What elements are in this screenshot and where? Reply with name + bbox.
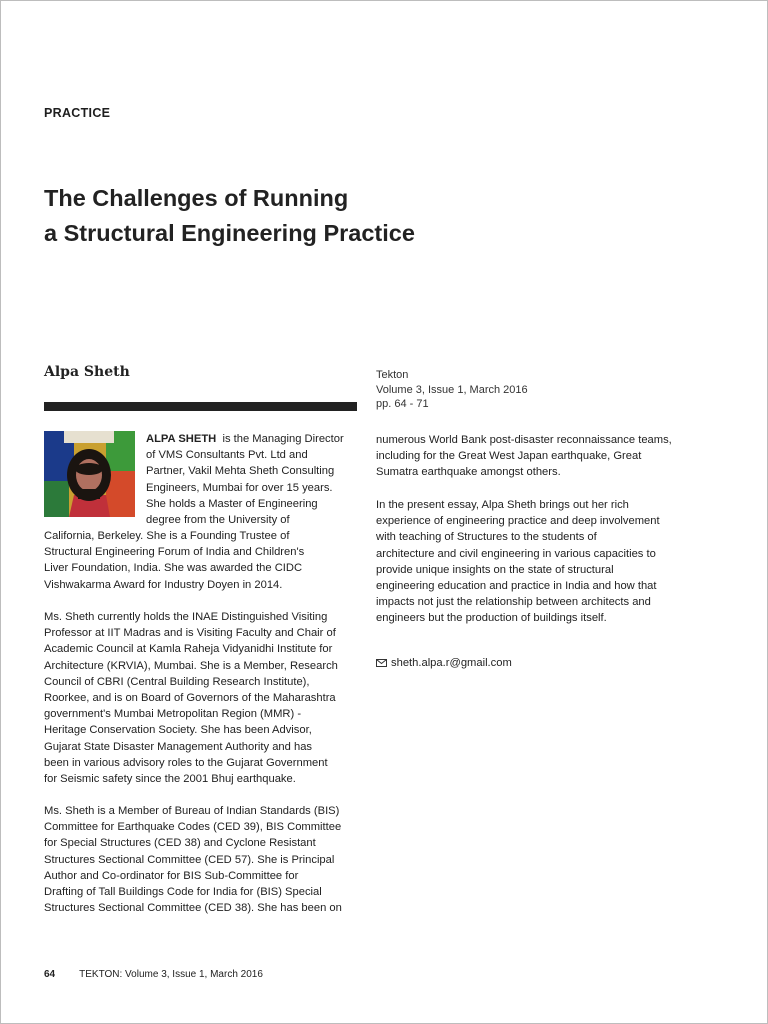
- text-line: Academic Council at Kamla Raheja Vidyanidhi Institute for: [44, 643, 333, 656]
- text-line: Structures Sectional Committee (CED 57). She is Principal: [44, 853, 335, 866]
- citation-block: [376, 368, 528, 412]
- bio-line: of VMS Consultants Pvt. Ltd and: [146, 449, 308, 462]
- text-line: engineers but the production of buildings itself.: [376, 612, 607, 625]
- text-line: Architecture (KRVIA), Mumbai. She is a Member, Research: [44, 659, 338, 672]
- author-rule: [44, 402, 357, 411]
- right-paragraph-1: [376, 432, 696, 481]
- email-address[interactable]: sheth.alpa.r@gmail.com: [391, 657, 512, 669]
- text-line: Liver Foundation, India. She was awarded the CIDC: [44, 562, 303, 575]
- text-line: Heritage Conservation Society. She has been Advisor,: [44, 724, 312, 737]
- section-label: PRACTICE: [44, 106, 111, 120]
- text-line: Structures Sectional Committee (CED 38). She has been on: [44, 902, 342, 915]
- text-line: including for the Great West Japan earthquake, Great: [376, 450, 642, 463]
- text-line: been in various advisory roles to the Gujarat Government: [44, 756, 328, 769]
- text-line: engineering education and practice in India and how that: [376, 580, 657, 593]
- page-footer: [44, 969, 263, 980]
- text-line: Sumatra earthquake amongst others.: [376, 466, 561, 479]
- envelope-icon: [376, 659, 387, 667]
- text-line: numerous World Bank post-disaster reconnaissance teams,: [376, 434, 672, 446]
- text-line: Vishwakarma Award for Industry Doyen in 2014.: [44, 578, 283, 591]
- text-line: Professor at IIT Madras and is Visiting Faculty and Chair of: [44, 627, 336, 640]
- bio-intro: [146, 431, 362, 528]
- bio-paragraph-1-cont: [44, 528, 362, 593]
- author-email[interactable]: [376, 657, 512, 669]
- text-line: architecture and civil engineering in various capacities to: [376, 547, 656, 560]
- text-line: Gujarat State Disaster Management Authority and has: [44, 740, 313, 753]
- bio-first-line: is the Managing Director: [222, 433, 344, 445]
- bio-line: degree from the University of: [146, 514, 290, 527]
- bio-line: Engineers, Mumbai for over 15 years.: [146, 481, 333, 494]
- text-line: provide unique insights on the state of structural: [376, 563, 614, 576]
- text-line: experience of engineering practice and deep involvement: [376, 515, 660, 528]
- title-line: The Challenges of Running: [44, 185, 349, 211]
- text-line: impacts not just the relationship between architects and: [376, 596, 651, 609]
- citation-pages: pp. 64 - 71: [376, 398, 429, 410]
- text-line: Council of CBRI (Central Building Research Institute),: [44, 675, 310, 688]
- text-line: Roorkee, and is on Board of Governors of the Maharashtra: [44, 692, 336, 705]
- author-photo: [44, 431, 135, 517]
- citation-volume: Volume 3, Issue 1, March 2016: [376, 383, 528, 396]
- text-line: with teaching of Structures to the students of: [376, 531, 597, 544]
- author-name: Alpa Sheth: [44, 364, 130, 380]
- text-line: Author and Co-ordinator for BIS Sub-Committee for: [44, 869, 299, 882]
- text-line: California, Berkeley. She is a Founding Trustee of: [44, 530, 290, 542]
- text-line: Drafting of Tall Buildings Code for India for (BIS) Special: [44, 886, 322, 899]
- bio-line: She holds a Master of Engineering: [146, 497, 318, 510]
- text-line: Structural Engineering Forum of India and Children's: [44, 546, 305, 559]
- bio-paragraph-3: [44, 803, 362, 916]
- text-line: government's Mumbai Metropolitan Region (MMR) -: [44, 708, 302, 721]
- text-line: for Special Structures (CED 38) and Cyclone Resistant: [44, 837, 316, 850]
- bio-paragraph-2: [44, 609, 362, 787]
- text-line: Ms. Sheth is a Member of Bureau of Indian Standards (BIS): [44, 805, 340, 817]
- text-line: In the present essay, Alpa Sheth brings out her rich: [376, 499, 629, 511]
- text-line: Ms. Sheth currently holds the INAE Distinguished Visiting: [44, 611, 328, 623]
- text-line: Committee for Earthquake Codes (CED 39), BIS Committee: [44, 821, 342, 834]
- title-line: a Structural Engineering Practice: [44, 220, 415, 246]
- page-number: 64: [44, 969, 56, 980]
- footer-journal: TEKTON: Volume 3, Issue 1, March 2016: [79, 969, 263, 980]
- right-paragraph-2: [376, 497, 696, 627]
- bio-name: ALPA SHETH: [146, 433, 217, 445]
- citation-journal: Tekton: [376, 369, 409, 381]
- text-line: for Seismic safety since the 2001 Bhuj earthquake.: [44, 773, 296, 786]
- bio-line: Partner, Vakil Mehta Sheth Consulting: [146, 465, 335, 478]
- article-title: [44, 181, 684, 251]
